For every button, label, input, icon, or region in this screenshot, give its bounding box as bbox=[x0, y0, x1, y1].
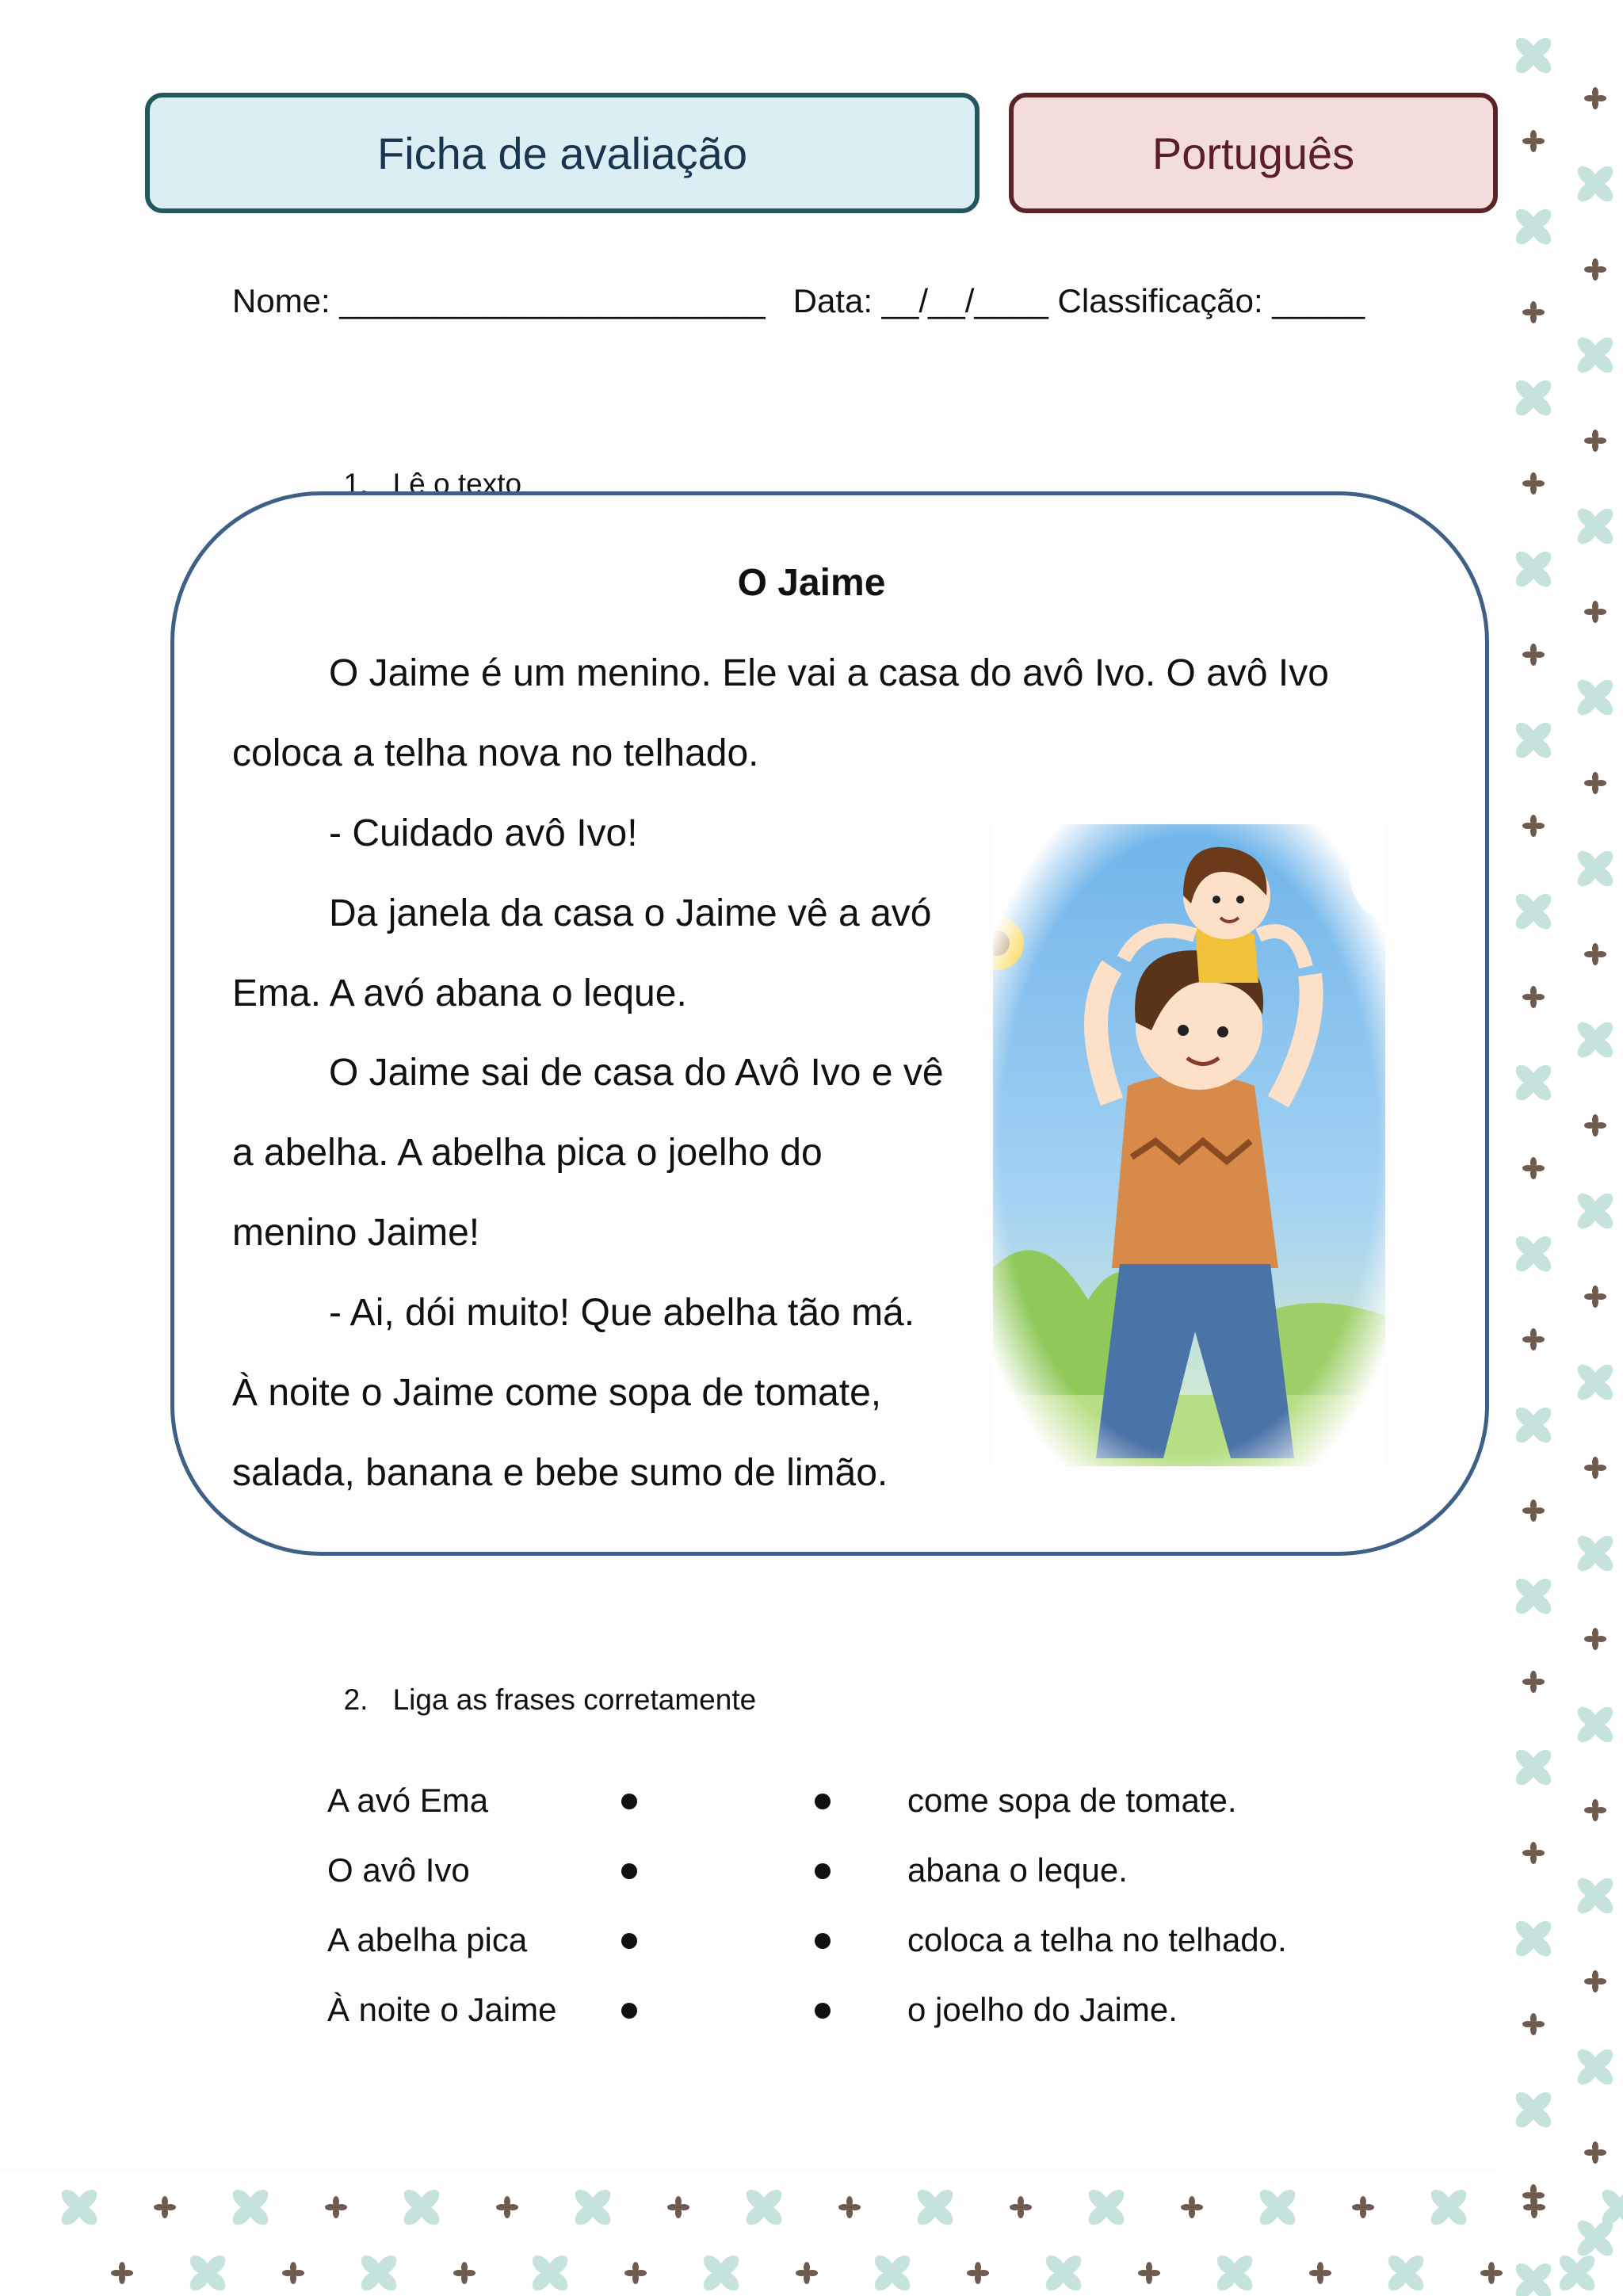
flower-border-icon bbox=[700, 2252, 743, 2294]
flower-border-icon bbox=[1522, 1328, 1545, 1350]
flower-border-icon bbox=[1584, 87, 1606, 109]
flower-border-bottom bbox=[0, 2172, 1623, 2296]
flower-border-icon bbox=[624, 2262, 647, 2284]
flower-border-icon bbox=[914, 2186, 957, 2229]
story-line: O Jaime é um menino. Ele vai a casa do avô Ivo. O avô Ivo bbox=[329, 652, 1329, 694]
subject-box bbox=[1009, 93, 1498, 213]
flower-border-icon bbox=[1522, 1499, 1545, 1522]
flower-border-icon bbox=[796, 2262, 818, 2284]
flower-border-icon bbox=[1574, 2046, 1617, 2088]
worksheet-title-box bbox=[145, 93, 980, 213]
flower-border-icon bbox=[111, 2262, 133, 2284]
flower-border-icon bbox=[1512, 1232, 1555, 1275]
flower-border-icon bbox=[1584, 1286, 1606, 1308]
story-line: À noite o Jaime come sopa de tomate, bbox=[232, 1372, 882, 1414]
match-left-item: A avó Ema bbox=[327, 1782, 489, 1819]
flower-border-icon bbox=[1574, 1532, 1617, 1575]
flower-border-icon bbox=[1574, 162, 1617, 205]
question-1-text: Lê o texto bbox=[392, 468, 522, 500]
flower-border-icon bbox=[1574, 1190, 1617, 1232]
story-line: Ema. A avó abana o leque. bbox=[232, 972, 687, 1014]
flower-border-icon bbox=[1427, 2186, 1470, 2229]
student-info-line: Nome: _______________________ Data: __/__/____ Classificação: _____ bbox=[232, 282, 1365, 319]
match-dot-left[interactable] bbox=[621, 1863, 637, 1879]
flower-border-icon bbox=[1584, 258, 1606, 281]
flower-border-icon bbox=[1574, 505, 1617, 548]
story-title bbox=[0, 561, 1623, 605]
match-dot-left[interactable] bbox=[621, 1933, 637, 1949]
flower-border-icon bbox=[1213, 2252, 1256, 2294]
flower-border-icon bbox=[1512, 376, 1555, 419]
question-1-number: 1. bbox=[343, 468, 369, 500]
flower-border-right bbox=[1502, 0, 1623, 2296]
flower-border-icon bbox=[1584, 1799, 1606, 1821]
flower-border-icon bbox=[496, 2196, 518, 2218]
flower-border-icon bbox=[1574, 1874, 1617, 1917]
story-line: Da janela da casa o Jaime vê a avó bbox=[329, 892, 932, 934]
flower-border-icon bbox=[1384, 2252, 1427, 2294]
story-line: O Jaime sai de casa do Avô Ivo e vê bbox=[329, 1052, 944, 1094]
flower-border-icon bbox=[1512, 2088, 1555, 2131]
flower-border-icon bbox=[1584, 943, 1606, 965]
flower-border-icon bbox=[282, 2262, 304, 2284]
flower-border-icon bbox=[1523, 2196, 1545, 2218]
match-right-item: abana o leque. bbox=[907, 1851, 1128, 1889]
flower-border-icon bbox=[967, 2262, 989, 2284]
flower-border-icon bbox=[1512, 890, 1555, 933]
flower-border-icon bbox=[1512, 34, 1555, 77]
match-left-item: À noite o Jaime bbox=[327, 1991, 557, 2028]
flower-border-icon bbox=[667, 2196, 689, 2218]
flower-border-icon bbox=[1556, 2252, 1598, 2294]
flower-border-icon bbox=[838, 2196, 861, 2218]
flower-border-icon bbox=[1574, 1703, 1617, 1746]
flower-border-icon bbox=[154, 2196, 176, 2218]
story-line: a abelha. A abelha pica o joelho do bbox=[232, 1132, 823, 1174]
story-line: salada, banana e bebe sumo de limão. bbox=[232, 1452, 888, 1494]
match-dot-right[interactable] bbox=[815, 1863, 831, 1879]
flower-border-icon bbox=[1010, 2196, 1032, 2218]
question-2 bbox=[327, 1650, 756, 1717]
flower-border-icon bbox=[1574, 334, 1617, 376]
flower-border-icon bbox=[1522, 1157, 1545, 1179]
story-line: coloca a telha nova no telhado. bbox=[232, 732, 759, 774]
flower-border-icon bbox=[1584, 430, 1606, 452]
flower-border-icon bbox=[1598, 2186, 1623, 2229]
flower-border-icon bbox=[1574, 676, 1617, 719]
flower-border-icon bbox=[1584, 772, 1606, 794]
match-left-item: A abelha pica bbox=[327, 1921, 528, 1958]
flower-border-icon bbox=[1522, 301, 1545, 323]
flower-border-icon bbox=[1574, 1361, 1617, 1404]
flower-border-icon bbox=[1480, 2262, 1503, 2284]
flower-border-icon bbox=[1512, 1575, 1555, 1618]
flower-border-icon bbox=[1522, 1671, 1545, 1693]
question-2-number: 2. bbox=[343, 1683, 369, 1716]
flower-border-icon bbox=[1512, 1061, 1555, 1104]
match-dot-left[interactable] bbox=[621, 2003, 637, 2019]
question-2-text: Liga as frases corretamente bbox=[392, 1683, 757, 1716]
flower-border-icon bbox=[1512, 205, 1555, 248]
flower-border-icon bbox=[453, 2262, 475, 2284]
match-right-item: coloca a telha no telhado. bbox=[907, 1921, 1287, 1958]
flower-border-icon bbox=[571, 2186, 614, 2229]
subject-label: Português bbox=[1151, 128, 1355, 178]
father-and-child-illustration bbox=[993, 824, 1385, 1466]
flower-border-icon bbox=[1584, 1114, 1606, 1137]
flower-border-icon bbox=[58, 2186, 101, 2229]
flower-border-icon bbox=[1574, 1018, 1617, 1061]
flower-border-icon bbox=[1042, 2252, 1085, 2294]
story-line: menino Jaime! bbox=[232, 1212, 480, 1254]
match-dot-right[interactable] bbox=[815, 2003, 831, 2019]
story-line: - Ai, dói muito! Que abelha tão má. bbox=[329, 1292, 915, 1334]
flower-border-icon bbox=[1512, 719, 1555, 762]
flower-border-icon bbox=[1512, 1917, 1555, 1960]
flower-border-icon bbox=[1584, 1628, 1606, 1650]
flower-border-icon bbox=[357, 2252, 400, 2294]
flower-border-icon bbox=[1256, 2186, 1299, 2229]
flower-border-icon bbox=[1512, 1746, 1555, 1789]
flower-border-icon bbox=[1584, 2141, 1606, 2164]
match-right-item: o joelho do Jaime. bbox=[907, 1991, 1178, 2028]
flower-border-icon bbox=[1584, 1970, 1606, 1992]
story-title-text: O Jaime bbox=[737, 562, 886, 604]
flower-border-icon bbox=[1309, 2262, 1331, 2284]
match-dot-left[interactable] bbox=[621, 1794, 637, 1809]
flower-border-icon bbox=[1522, 1842, 1545, 1864]
match-right-item: come sopa de tomate. bbox=[907, 1782, 1237, 1819]
flower-border-icon bbox=[325, 2196, 347, 2218]
flower-border-icon bbox=[1522, 986, 1545, 1008]
flower-border-icon bbox=[1181, 2196, 1203, 2218]
worksheet-title: Ficha de avaliação bbox=[377, 128, 747, 178]
flower-border-icon bbox=[1085, 2186, 1128, 2229]
flower-border-icon bbox=[1138, 2262, 1160, 2284]
flower-border-icon bbox=[1522, 2013, 1545, 2035]
flower-border-icon bbox=[1522, 815, 1545, 837]
flower-border-icon bbox=[1522, 130, 1545, 152]
flower-border-icon bbox=[871, 2252, 914, 2294]
flower-border-icon bbox=[743, 2186, 785, 2229]
match-left-item: O avô Ivo bbox=[327, 1851, 470, 1889]
story-line: - Cuidado avô Ivo! bbox=[329, 812, 638, 854]
flower-border-icon bbox=[186, 2252, 229, 2294]
flower-border-icon bbox=[1352, 2196, 1374, 2218]
flower-border-icon bbox=[1522, 472, 1545, 495]
flower-border-icon bbox=[1522, 644, 1545, 666]
flower-border-icon bbox=[229, 2186, 272, 2229]
flower-border-icon bbox=[529, 2252, 571, 2294]
match-dot-right[interactable] bbox=[815, 1794, 831, 1809]
match-dot-right[interactable] bbox=[815, 1933, 831, 1949]
flower-border-icon bbox=[400, 2186, 443, 2229]
flower-border-icon bbox=[1584, 1457, 1606, 1479]
flower-border-icon bbox=[1512, 1404, 1555, 1446]
flower-border-icon bbox=[1574, 847, 1617, 890]
